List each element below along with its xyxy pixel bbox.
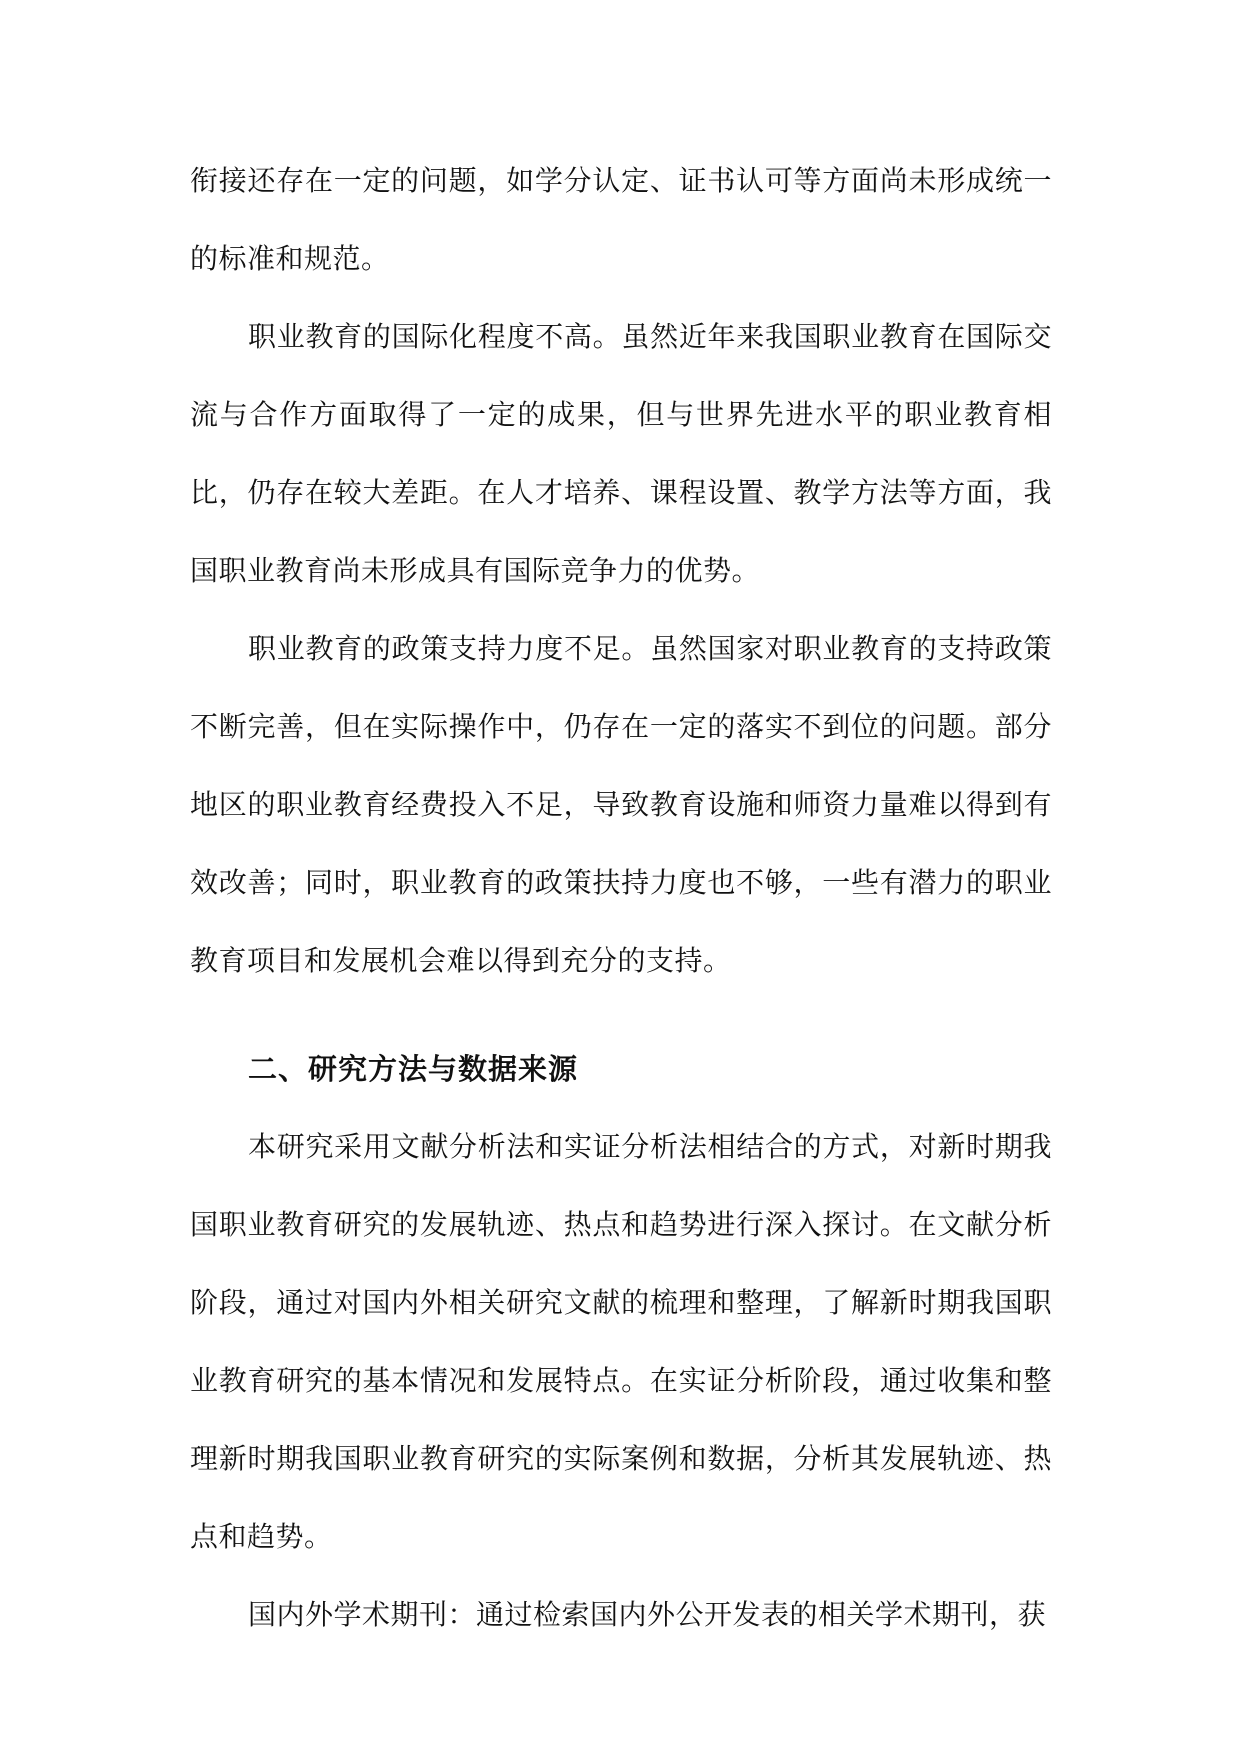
section-heading: 二、研究方法与数据来源 [248, 1052, 579, 1086]
paragraph-research-method: 本研究采用文献分析法和实证分析法相结合的方式，对新时期我国职业教育研究的发展轨迹、热点和趋势进行深入探讨。在文献分析阶段，通过对国内外相关研究文献的梳理和整理，了解新时期我国职业教育研究的基本情况和发展特点。在实证分析阶段，通过收集和整理新时期我国职业教育研究的实际案例和数据，分析其发展轨迹、热点和趋势。 [190, 1130, 1052, 1553]
paragraph-continuation: 衔接还存在一定的问题，如学分认定、证书认可等方面尚未形成统一的标准和规范。 [190, 164, 1052, 275]
paragraph-internationalization: 职业教育的国际化程度不高。虽然近年来我国职业教育在国际交流与合作方面取得了一定的成果，但与世界先进水平的职业教育相比，仍存在较大差距。在人才培养、课程设置、教学方法等方面，我国职业教育尚未形成具有国际竞争力的优势。 [190, 320, 1052, 587]
document-body [190, 142, 1052, 1654]
paragraph-data-source: 国内外学术期刊：通过检索国内外公开发表的相关学术期刊，获 [248, 1598, 1047, 1631]
paragraph-policy-support: 职业教育的政策支持力度不足。虽然国家对职业教育的支持政策不断完善，但在实际操作中，仍存在一定的落实不到位的问题。部分地区的职业教育经费投入不足，导致教育设施和师资力量难以得到有效改善；同时，职业教育的政策扶持力度也不够，一些有潜力的职业教育项目和发展机会难以得到充分的支持。 [190, 632, 1052, 977]
